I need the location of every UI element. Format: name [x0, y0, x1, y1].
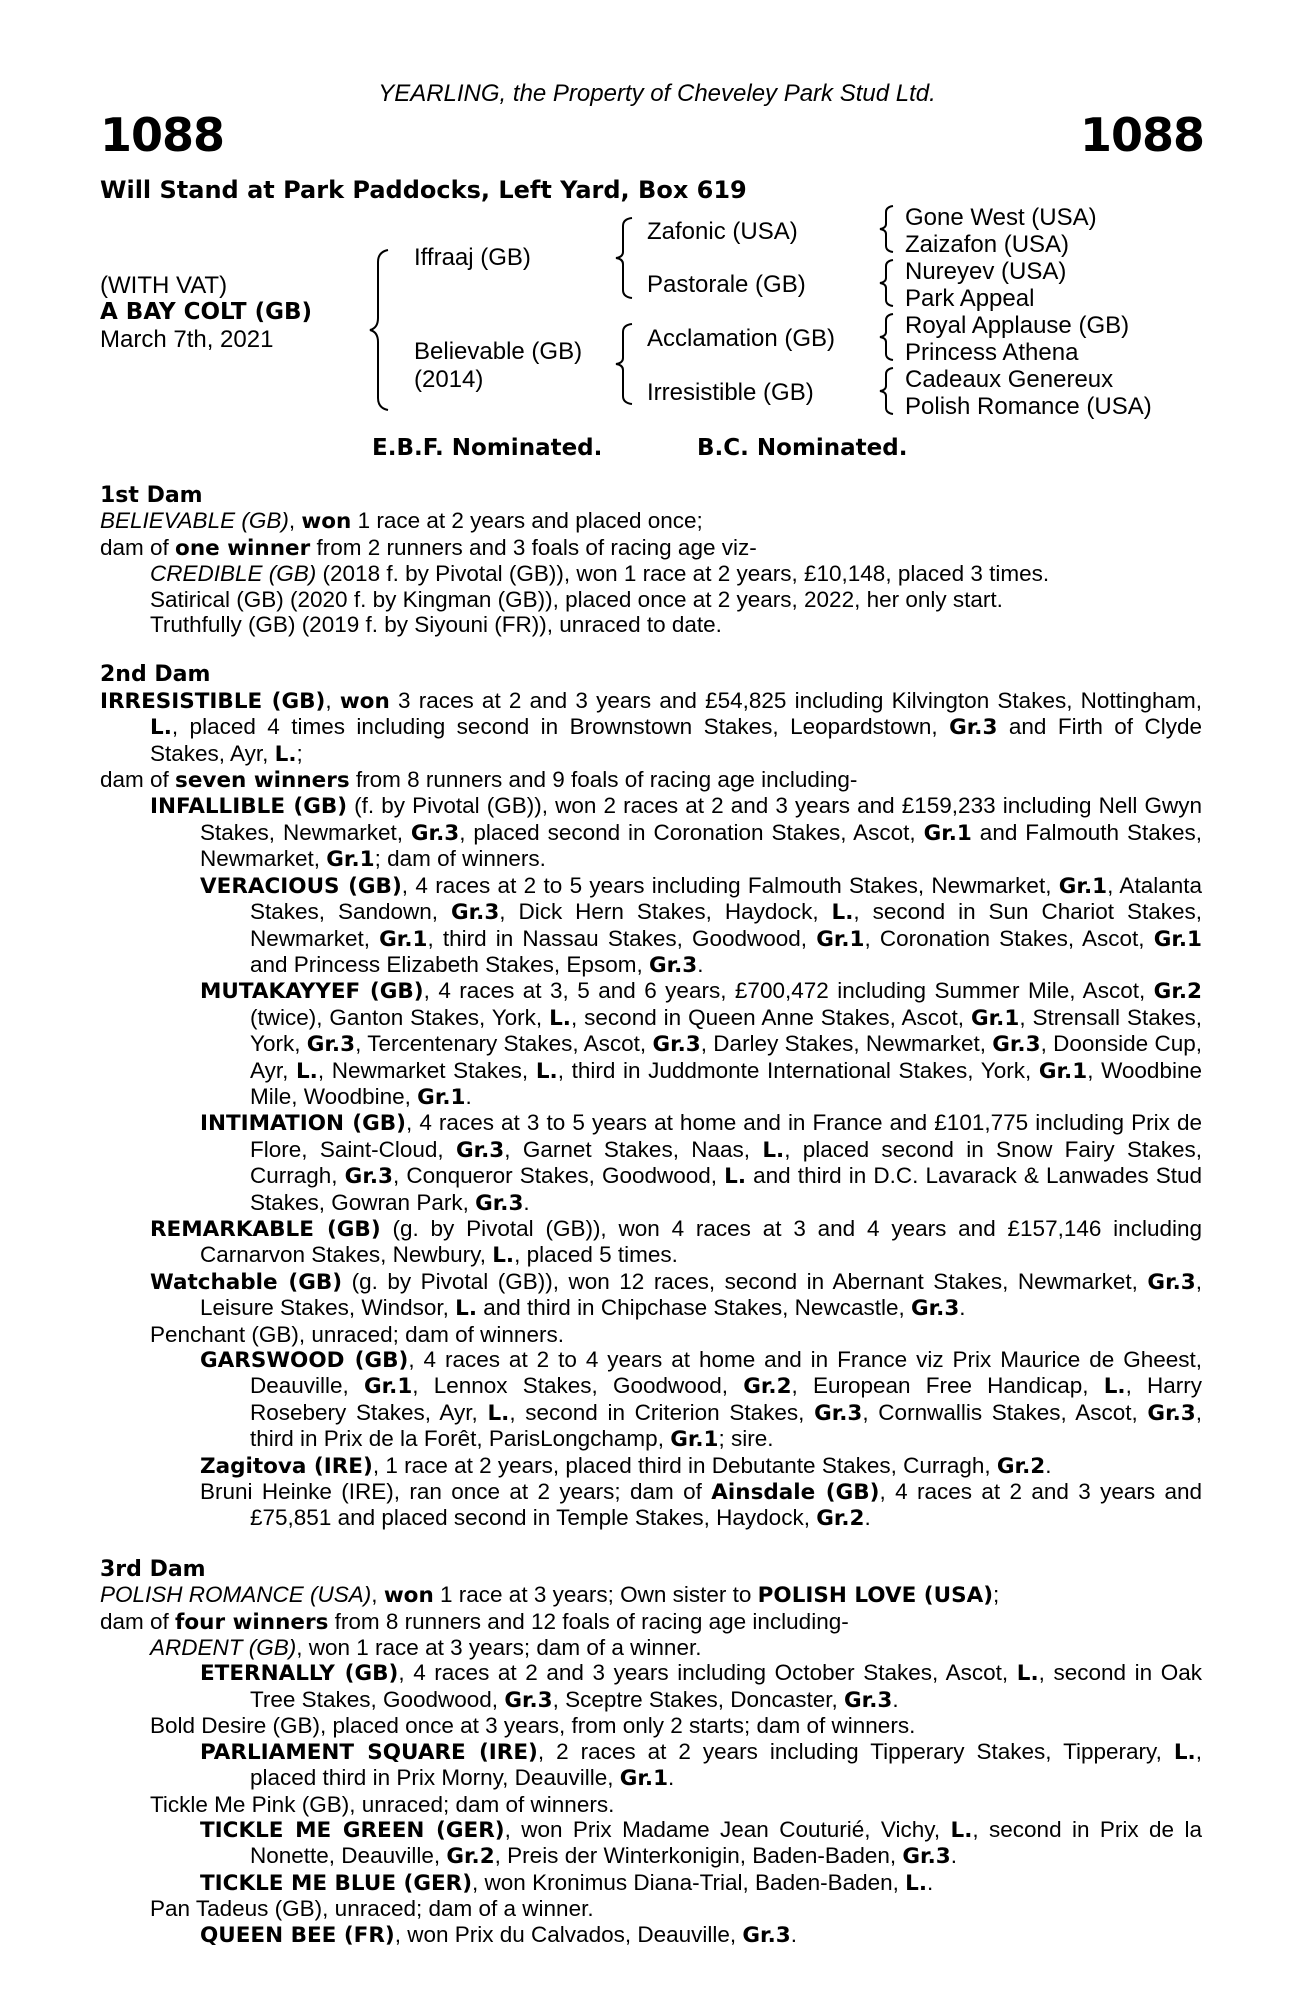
entry-tickle-me-green: TICKLE ME GREEN (GER), won Prix Madame Jean Couturié, Vichy, L., second in Prix de la Nonette, Deauville, Gr.2, Preis der Winterkonigin, Baden-Baden, Gr.3. — [200, 1816, 1202, 1870]
entry-tickle-me-blue: TICKLE ME BLUE (GER), won Kronimus Diana-Trial, Baden-Baden, L.. — [200, 1869, 934, 1896]
brace-g3-1 — [876, 204, 896, 254]
entry-infallible: INFALLIBLE (GB) (f. by Pivotal (GB)), won 2 races at 2 and 3 years and £159,233 including Nell Gwyn Stakes, Newmarket, Gr.3, placed second in Coronation Stakes, Ascot, Gr.1 and Falmouth Stakes, Newmarket, Gr.1; dam of winners. — [150, 793, 1203, 873]
first-dam-produce: dam of one winner from 2 runners and 3 foals of racing age viz- — [100, 534, 757, 561]
second-dam-heading: 2nd Dam — [100, 662, 211, 688]
entry-bruni-heinke: Bruni Heinke (IRE), ran once at 2 years; dam of Ainsdale (GB), 4 races at 2 and 3 years and £75,851 and placed second in Temple Stakes, Haydock, Gr.2. — [200, 1479, 1203, 1532]
third-dam-heading: 3rd Dam — [100, 1556, 206, 1582]
dam-sire: Acclamation (GB) — [647, 325, 836, 352]
second-dam-produce: dam of seven winners from 8 runners and 9 foals of racing age including- — [100, 767, 858, 794]
brace-sire-line — [612, 216, 636, 300]
dam-dam: Irresistible (GB) — [647, 379, 814, 406]
entry-intimation: INTIMATION (GB), 4 races at 3 to 5 years at home and in France and £101,775 including Prix de Flore, Saint-Cloud, Gr.3, Garnet Stakes, Naas, L., placed second in Snow Fairy Stakes, Curragh, Gr.3, Conqueror Stakes, Goodwood, L. and third in D.C. Lavarack & Lanwades Stud Stakes, Gowran Park, Gr.3. — [200, 1110, 1203, 1216]
dam-year: (2014) — [414, 366, 484, 393]
entry-zagitova: Zagitova (IRE), 1 race at 2 years, placed third in Debutante Stakes, Curragh, Gr.2. — [200, 1452, 1052, 1479]
ancestor-dds: Cadeaux Genereux — [905, 366, 1114, 393]
foal-truthfully: Truthfully (GB) (2019 f. by Siyouni (FR)), unraced to date. — [150, 612, 722, 638]
second-dam-record: IRRESISTIBLE (GB), won 3 races at 2 and 3 years and £54,825 including Kilvington Stakes, Nottingham, L., placed 4 times including second in Brownstown Stakes, Leopardstown, Gr.3 and Firth of Clyde Stakes, Ayr, L.; — [100, 687, 1203, 767]
first-dam-heading: 1st Dam — [100, 483, 203, 508]
ancestor-sds: Nureyev (USA) — [905, 258, 1067, 285]
brace-dam-line — [612, 322, 636, 406]
brace-g3-2 — [876, 258, 896, 308]
foaling-date: March 7th, 2021 — [100, 326, 274, 353]
brace-g3-3 — [876, 312, 896, 362]
brace-g3-4 — [876, 366, 896, 416]
third-dam-produce: dam of four winners from 8 runners and 12 foals of racing age including- — [100, 1608, 849, 1635]
ebf-nomination: E.B.F. Nominated. — [372, 435, 603, 461]
entry-penchant: Penchant (GB), unraced; dam of winners. — [150, 1321, 564, 1347]
entry-eternally: ETERNALLY (GB), 4 races at 2 and 3 years including October Stakes, Ascot, L., second in Oak Tree Stakes, Goodwood, Gr.3, Sceptre Stakes, Doncaster, Gr.3. — [200, 1660, 1202, 1713]
dam-name: Believable (GB) — [414, 338, 583, 365]
ancestor-sss: Gone West (USA) — [905, 204, 1097, 231]
sire-sire: Zafonic (USA) — [647, 218, 798, 245]
ancestor-ssd: Zaizafon (USA) — [905, 231, 1070, 258]
lot-number-left: 1088 — [100, 108, 225, 162]
entry-bold-desire: Bold Desire (GB), placed once at 3 years, from only 2 starts; dam of winners. — [150, 1713, 916, 1739]
ancestor-sdd: Park Appeal — [905, 285, 1035, 312]
entry-queen-bee: QUEEN BEE (FR), won Prix du Calvados, Deauville, Gr.3. — [200, 1921, 797, 1948]
horse-name: A BAY COLT (GB) — [100, 299, 313, 325]
pedigree-notes — [100, 483, 1202, 1948]
entry-garswood: GARSWOOD (GB), 4 races at 2 to 4 years at home and in France viz Prix Maurice de Gheest, Deauville, Gr.1, Lennox Stakes, Goodwood, Gr.2, European Free Handicap, L., Harry Rosebery Stakes, Ayr, L., second in Criterion Stakes, Gr.3, Cornwallis Stakes, Ascot, Gr.3, third in Prix de la Forêt, ParisLongchamp, Gr.1; sire. — [200, 1347, 1202, 1453]
sire-name: Iffraaj (GB) — [414, 244, 531, 271]
entry-tickle-me-pink: Tickle Me Pink (GB), unraced; dam of winners. — [150, 1791, 615, 1817]
foal-credible: CREDIBLE (GB) (2018 f. by Pivotal (GB)), won 1 race at 2 years, £10,148, placed 3 times. — [150, 561, 1050, 587]
entry-ardent: ARDENT (GB), won 1 race at 3 years; dam of a winner. — [150, 1635, 702, 1661]
entry-pan-tadeus: Pan Tadeus (GB), unraced; dam of a winner. — [150, 1896, 594, 1922]
stand-location: Will Stand at Park Paddocks, Left Yard, Box 619 — [100, 176, 747, 204]
third-dam-record: POLISH ROMANCE (USA), won 1 race at 3 years; Own sister to POLISH LOVE (USA); — [100, 1582, 1000, 1609]
bc-nomination: B.C. Nominated. — [697, 435, 908, 461]
vat-note: (WITH VAT) — [100, 272, 228, 299]
ancestor-dsd: Princess Athena — [905, 339, 1079, 366]
sire-dam: Pastorale (GB) — [647, 271, 806, 298]
brace-generation-1 — [366, 248, 392, 412]
entry-remarkable: REMARKABLE (GB) (g. by Pivotal (GB)), won 4 races at 3 and 4 years and £157,146 including Carnarvon Stakes, Newbury, L., placed 5 times. — [150, 1215, 1202, 1269]
entry-veracious: VERACIOUS (GB), 4 races at 2 to 5 years including Falmouth Stakes, Newmarket, Gr.1, Atalanta Stakes, Sandown, Gr.3, Dick Hern Stakes, Haydock, L., second in Sun Chariot Stakes, Newmarket, Gr.1, third in Nassau Stakes, Goodwood, Gr.1, Coronation Stakes, Ascot, Gr.1 and Princess Elizabeth Stakes, Epsom, Gr.3. — [200, 872, 1202, 978]
lot-number-right: 1088 — [1079, 108, 1204, 162]
entry-watchable: Watchable (GB) (g. by Pivotal (GB)), won 12 races, second in Abernant Stakes, Newmarket, Gr.3, Leisure Stakes, Windsor, L. and third in Chipchase Stakes, Newcastle, Gr.3. — [150, 1268, 1202, 1322]
foal-satirical: Satirical (GB) (2020 f. by Kingman (GB)), placed once at 2 years, 2022, her only start. — [150, 586, 1003, 612]
entry-mutakayyef: MUTAKAYYEF (GB), 4 races at 3, 5 and 6 years, £700,472 including Summer Mile, Ascot, Gr.2 (twice), Ganton Stakes, York, L., second in Queen Anne Stakes, Ascot, Gr.1, Strensall Stakes, York, Gr.3, Tercentenary Stakes, Ascot, Gr.3, Darley Stakes, Newmarket, Gr.3, Doonside Cup, Ayr, L., Newmarket Stakes, L., third in Juddmonte International Stakes, York, Gr.1, Woodbine Mile, Woodbine, Gr.1. — [200, 978, 1202, 1110]
ancestor-ddd: Polish Romance (USA) — [905, 393, 1152, 420]
page-subtitle: YEARLING, the Property of Cheveley Park Stud Ltd. — [378, 80, 936, 107]
first-dam-record: BELIEVABLE (GB), won 1 race at 2 years and placed once; — [100, 508, 703, 535]
ancestor-dss: Royal Applause (GB) — [905, 312, 1130, 339]
entry-parliament-square: PARLIAMENT SQUARE (IRE), 2 races at 2 years including Tipperary Stakes, Tipperary, L., placed third in Prix Morny, Deauville, Gr.1. — [200, 1738, 1202, 1792]
